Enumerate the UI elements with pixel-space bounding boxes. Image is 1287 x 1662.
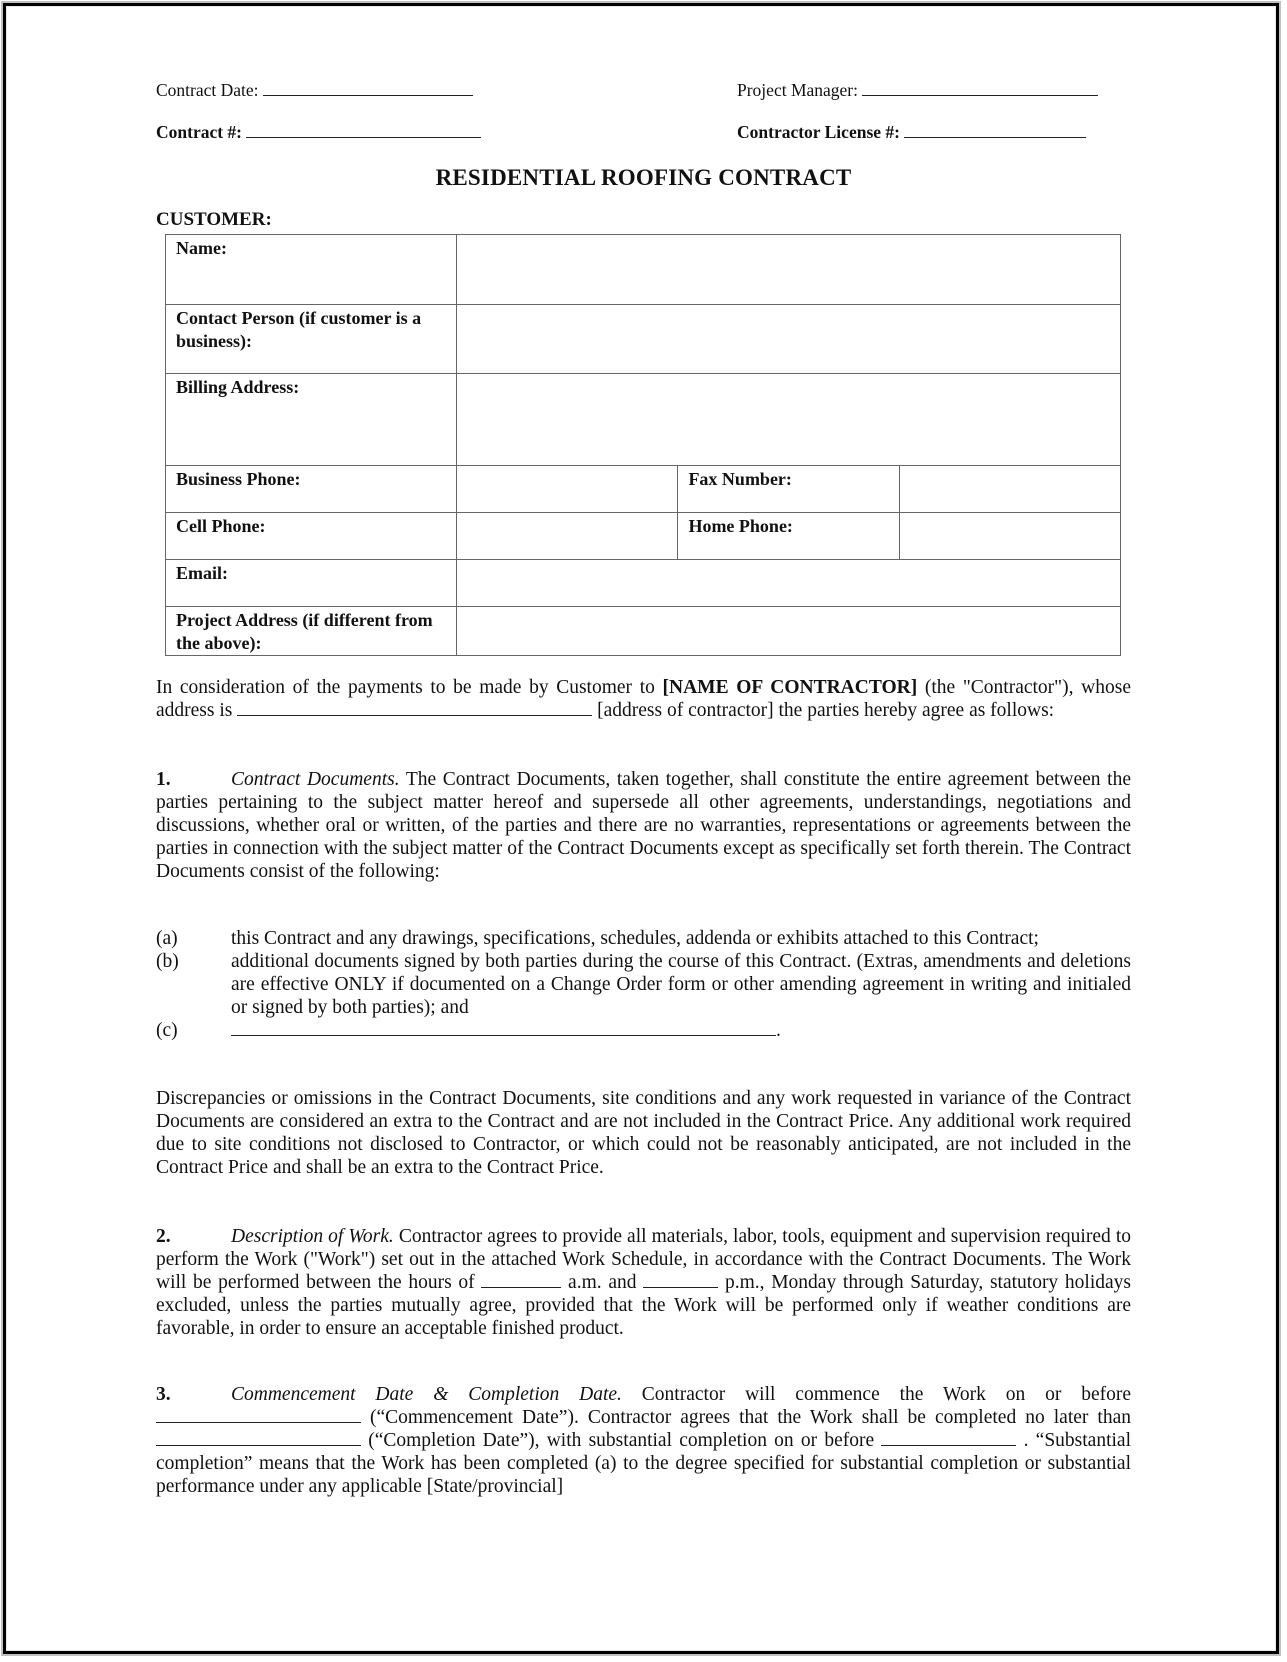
contractor-name-placeholder: [NAME OF CONTRACTOR]	[662, 677, 918, 698]
name-input[interactable]	[456, 235, 1120, 305]
project-manager-field	[737, 80, 1098, 101]
end-hour-blank[interactable]	[643, 1271, 718, 1288]
billing-address-label: Billing Address:	[166, 374, 457, 466]
fax-number-input[interactable]	[900, 466, 1121, 513]
section-1	[156, 768, 1131, 883]
business-phone-input[interactable]	[456, 466, 678, 513]
home-phone-input[interactable]	[900, 513, 1121, 560]
contact-person-label: Contact Person (if customer is a business):	[166, 305, 457, 374]
list-item-label: (a)	[156, 928, 178, 949]
section-heading: Commencement Date & Completion Date.	[231, 1384, 622, 1405]
section-2	[156, 1225, 1131, 1340]
list-item-text: .	[776, 1020, 781, 1041]
section-text: The Contract Documents, taken together, shall constitute the entire agreement between the parties pertaining to the subject matter hereof and supersede all other agreements, understandings, negotiations and discussions, whether oral or written, of the parties and there are no warranties, representations or agreements between the parties in connection with the subject matter of the Contract Documents except as specifically set forth therein. The Contract Documents consist of the following:	[156, 769, 1131, 882]
section-text: Contractor will commence the Work on or before	[621, 1384, 1132, 1405]
list-item-text: additional documents signed by both parties during the course of this Contract. (Extras, amendments and deletions are effective ONLY if documented on a Change Order form or other amending agreement in writing and initialed or signed by both parties); and	[231, 951, 1131, 1018]
table-row	[166, 513, 1121, 560]
billing-address-input[interactable]	[456, 374, 1120, 466]
substantial-completion-date-blank[interactable]	[881, 1429, 1016, 1446]
table-row	[166, 305, 1121, 374]
contractor-license-blank[interactable]	[904, 123, 1086, 138]
section-3	[156, 1383, 1131, 1498]
project-manager-label: Project Manager:	[737, 80, 858, 100]
cell-phone-label: Cell Phone:	[166, 513, 457, 560]
contract-number-field	[156, 122, 481, 143]
section-number: 1.	[156, 769, 171, 790]
commencement-date-blank[interactable]	[156, 1406, 361, 1423]
section-text: p.m., Monday through Saturday, statutory holidays excluded, unless the parties mutually agree, provided that the Work will be performed only if weather conditions are favorable, in order to ensure an acceptable finished product.	[156, 1272, 1131, 1339]
email-label: Email:	[166, 560, 457, 607]
list-item	[156, 1019, 1131, 1042]
contact-person-input[interactable]	[456, 305, 1120, 374]
project-manager-blank[interactable]	[862, 81, 1098, 96]
name-label: Name:	[166, 235, 457, 305]
contract-date-label: Contract Date:	[156, 80, 259, 100]
contract-number-label: Contract #:	[156, 122, 243, 142]
contractor-license-field	[737, 122, 1086, 143]
email-input[interactable]	[456, 560, 1120, 607]
section-heading: Description of Work.	[231, 1226, 394, 1247]
table-row	[166, 235, 1121, 305]
project-address-label: Project Address (if different from the above):	[166, 607, 457, 656]
additional-document-blank[interactable]	[231, 1019, 776, 1036]
intro-text: In consideration of the payments to be made by Customer to	[156, 677, 663, 698]
fax-number-label: Fax Number:	[678, 466, 900, 513]
completion-date-blank[interactable]	[156, 1429, 361, 1446]
contract-date-field	[156, 80, 473, 101]
section-number: 2.	[156, 1226, 171, 1247]
document-title: RESIDENTIAL ROOFING CONTRACT	[435, 165, 852, 190]
customer-table	[165, 234, 1121, 656]
list-item-label: (b)	[156, 951, 179, 972]
list-item	[156, 927, 1131, 950]
contract-date-blank[interactable]	[263, 81, 473, 96]
section-text: . “Substantial completion” means that the Work has been completed (a) to the degree specified for substantial completion or substantial performance under any applicable [State/provincial]	[156, 1430, 1131, 1497]
discrepancies-paragraph	[156, 1087, 1131, 1179]
section-1-list	[156, 927, 1131, 1042]
section-text: a.m. and	[561, 1272, 644, 1293]
list-item-text: this Contract and any drawings, specifications, schedules, addenda or exhibits attached to this Contract;	[231, 928, 1039, 949]
table-row	[166, 374, 1121, 466]
intro-text: [address of contractor] the parties hereby agree as follows:	[592, 700, 1055, 721]
project-address-input[interactable]	[456, 607, 1120, 656]
list-item-label: (c)	[156, 1020, 178, 1041]
intro-paragraph	[156, 676, 1131, 722]
section-text: (“Completion Date”), with substantial completion on or before	[361, 1430, 882, 1451]
contractor-address-blank[interactable]	[237, 699, 592, 716]
customer-heading: CUSTOMER:	[156, 209, 272, 230]
list-item	[156, 950, 1131, 1019]
table-row	[166, 607, 1121, 656]
start-hour-blank[interactable]	[481, 1271, 561, 1288]
section-number: 3.	[156, 1384, 171, 1405]
business-phone-label: Business Phone:	[166, 466, 457, 513]
contractor-license-label: Contractor License #:	[737, 122, 900, 142]
section-text: Contractor agrees to provide all materials, labor, tools, equipment and supervision required to perform the Work ("Work") set out in the attached Work Schedule, in accordance with the Contract Documents. The Work will be performed between the hours of	[156, 1226, 1131, 1293]
contract-number-blank[interactable]	[246, 123, 481, 138]
table-row	[166, 466, 1121, 513]
home-phone-label: Home Phone:	[678, 513, 900, 560]
section-heading: Contract Documents.	[231, 769, 400, 790]
table-row	[166, 560, 1121, 607]
intro-text: (the "Contractor"), whose address is	[156, 677, 1131, 721]
section-text: (“Commencement Date”). Contractor agrees that the Work shall be completed no later than	[361, 1407, 1131, 1428]
paragraph-text: Discrepancies or omissions in the Contract Documents, site conditions and any work requested in variance of the Contract Documents are considered an extra to the Contract and are not included in the Contract Price. Any additional work required due to site conditions not disclosed to Contractor, or which could not be reasonably anticipated, are not included in the Contract Price and shall be an extra to the Contract Price.	[156, 1088, 1131, 1178]
cell-phone-input[interactable]	[456, 513, 678, 560]
